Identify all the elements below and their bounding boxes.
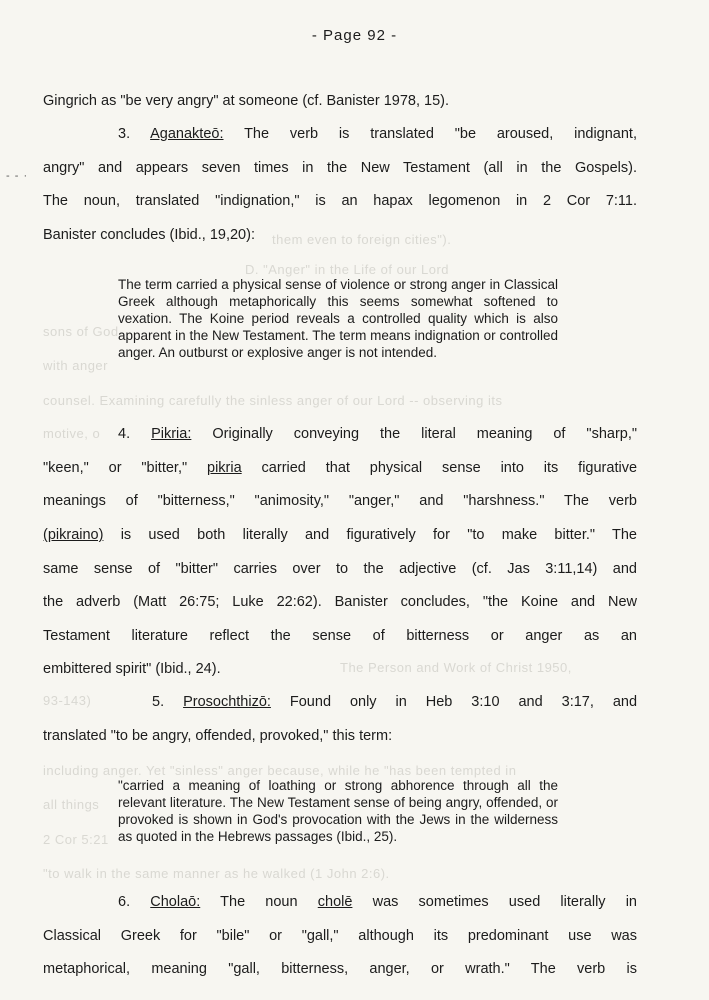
item4-line1 <box>118 426 637 442</box>
item6-line1-b: was sometimes used literally in <box>372 894 637 910</box>
item4-line8: embittered spirit" (Ibid., 24). <box>43 661 221 677</box>
item4-term-inline: pikria <box>207 460 242 476</box>
item4-line5: same sense of "bitter" carries over to the adjective (cf. Jas 3:11,14) and <box>43 561 637 577</box>
item4-line1-text: Originally conveying the literal meaning of "sharp," <box>212 426 638 442</box>
item3-number: 3. <box>118 126 131 142</box>
item4-line4-b: is used both literally and figuratively for "to make bitter." The <box>120 527 637 543</box>
bleed-through-5: counsel. Examining carefully the sinless anger of our Lord -- observing its <box>43 393 503 408</box>
item3-line3: The noun, translated "indignation," is an hapax legomenon in 2 Cor 7:11. <box>43 193 637 209</box>
bleed-through-6: motive, o <box>43 426 101 441</box>
item5-line2: translated "to be angry, offended, provoked," this term: <box>43 728 393 744</box>
bleed-through-3: sons of God <box>43 324 119 339</box>
item4-line3: meanings of "bitterness," "animosity," "anger," and "harshness." The verb <box>43 493 637 509</box>
bleed-through-2: D. "Anger" in the Life of our Lord <box>245 262 450 277</box>
item4-verb-term: (pikraino) <box>43 527 104 543</box>
bleed-through-9: including anger. Yet "sinless" anger because, while he "has been tempted in <box>43 763 517 778</box>
item5-line1 <box>152 694 637 710</box>
item4-line4 <box>43 527 637 543</box>
item3-blockquote: The term carried a physical sense of violence or strong anger in Classical Greek although metaphorically this seems somewhat softened to vexation. The Koine period reveals a controlled quality which is also apparent in the New Testament. The term means indignation or controlled anger. An outburst or explosive anger is not intended. <box>118 277 558 360</box>
item6-line2: Classical Greek for "bile" or "gall," although its predominant use was <box>43 928 637 944</box>
item3-line4: Banister concludes (Ibid., 19,20): <box>43 227 255 243</box>
bleed-through-11: 2 Cor 5:21 <box>43 832 109 847</box>
item6-line1 <box>118 894 637 910</box>
bleed-through-4: with anger <box>43 358 108 373</box>
item6-line1-a: The noun <box>220 894 298 910</box>
item4-number: 4. <box>118 426 131 442</box>
item3-term: Aganakteō: <box>150 126 224 142</box>
item5-blockquote: "carried a meaning of loathing or strong abhorence through all the relevant literature. The New Testament sense of being angry, offended, or provoked is shown in God's provocation with the Jews in the wilderness as quoted in the Hebrews passages (Ibid., 25). <box>118 778 558 844</box>
bleed-through-12: "to walk in the same manner as he walked (1 John 2:6). <box>43 866 390 881</box>
bleed-through-10: all things <box>43 797 100 812</box>
item6-noun-term: cholē <box>317 894 353 910</box>
item5-number: 5. <box>152 694 165 710</box>
margin-mark: - - · <box>6 170 29 182</box>
item4-line2-b: carried that physical sense into its figurative <box>261 460 638 476</box>
bleed-through-8: 93-143) <box>43 693 92 708</box>
bleed-through-1: them even to foreign cities"). <box>272 232 452 247</box>
item3-line1-text: The verb is translated "be aroused, indignant, <box>244 126 637 142</box>
item3-line1 <box>118 126 637 142</box>
item5-term: Prosochthizō: <box>183 694 271 710</box>
item6-number: 6. <box>118 894 131 910</box>
page-number: - Page 92 - <box>311 27 398 44</box>
bleed-through-7: The Person and Work of Christ 1950, <box>340 660 572 675</box>
item4-line7: Testament literature reflect the sense of bitterness or anger as an <box>43 628 637 644</box>
item4-line2 <box>43 460 637 476</box>
item4-term: Pikria: <box>151 426 192 442</box>
item3-line2: angry" and appears seven times in the New Testament (all in the Gospels). <box>43 160 637 176</box>
item6-line3: metaphorical, meaning "gall, bitterness, anger, or wrath." The verb is <box>43 961 637 977</box>
intro-line: Gingrich as "be very angry" at someone (cf. Banister 1978, 15). <box>43 93 450 109</box>
item5-line1-text: Found only in Heb 3:10 and 3:17, and <box>289 694 638 710</box>
item6-term: Cholaō: <box>150 894 201 910</box>
item4-line2-a: "keen," or "bitter," <box>43 460 188 476</box>
item4-line6: the adverb (Matt 26:75; Luke 22:62). Banister concludes, "the Koine and New <box>43 594 637 610</box>
